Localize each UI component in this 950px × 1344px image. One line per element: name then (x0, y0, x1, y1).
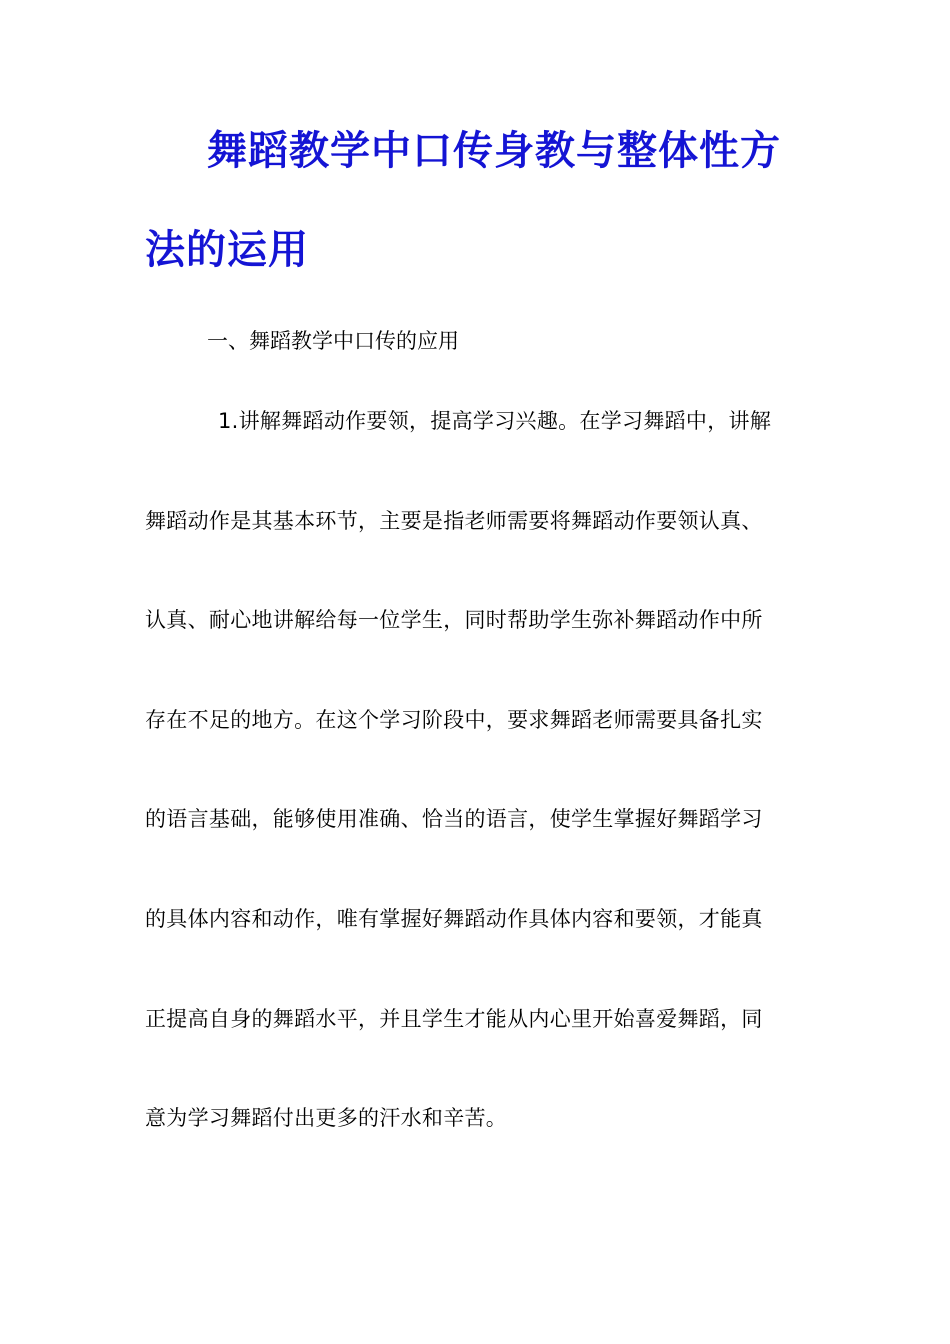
paragraph-line: 1.讲解舞蹈动作要领，提高学习兴趣。在学习舞蹈中，讲解 (218, 409, 772, 433)
paragraph-line: 认真、耐心地讲解给每一位学生，同时帮助学生弥补舞蹈动作中所 (145, 608, 763, 632)
paragraph-line: 的具体内容和动作，唯有掌握好舞蹈动作具体内容和要领，才能真 (145, 907, 763, 931)
paragraph-line: 意为学习舞蹈付出更多的汗水和辛苦。 (145, 1106, 508, 1130)
section-heading: 一、舞蹈教学中口传的应用 (207, 329, 459, 353)
paragraph-line: 的语言基础，能够使用准确、恰当的语言，使学生掌握好舞蹈学习 (145, 807, 763, 831)
paragraph-line: 舞蹈动作是其基本环节，主要是指老师需要将舞蹈动作要领认真、 (145, 509, 763, 533)
paragraph-line: 存在不足的地方。在这个学习阶段中，要求舞蹈老师需要具备扎实 (145, 708, 763, 732)
document-title-line-2: 法的运用 (145, 227, 309, 273)
paragraph-line: 正提高自身的舞蹈水平，并且学生才能从内心里开始喜爱舞蹈，同 (145, 1007, 763, 1031)
document-title-line-1: 舞蹈教学中口传身教与整体性方 (207, 128, 781, 174)
